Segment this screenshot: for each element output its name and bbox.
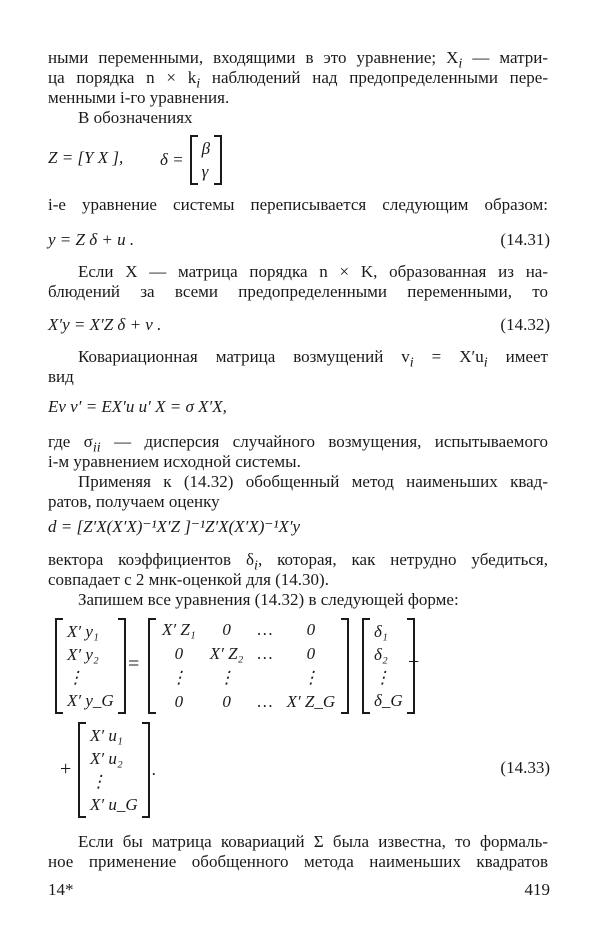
equation-covariance: Ev v′ = EX′u u′ X = σ X′X, (48, 397, 227, 416)
text-line-10: где $\sigma_{ii}$ — дисперсия случайного возмущения, испытываемого (48, 432, 548, 456)
text-line-17: Если бы матрица ковариаций Σ была известна, то формаль- (78, 832, 548, 851)
matrix-lhs (55, 618, 126, 714)
gamma-symbol: γ (201, 161, 209, 181)
matrix-u-cell: ⋮ (90, 771, 107, 791)
text-line-6: Если X — матрица порядка n × K, образованная из на- (78, 262, 548, 281)
equation-14-31: y = Z δ + u . (48, 230, 135, 249)
matrix-u-cell: X′ u₁ (90, 725, 123, 745)
matrix-block-cell: X′ Z_G (286, 692, 336, 711)
beta-symbol: β (201, 138, 211, 158)
equation-number-14-32: (14.32) (500, 315, 550, 334)
text-line-18: ное применение обобщенного метода наименьших квадратов (48, 852, 548, 871)
text-line-1: ными переменными, входящими в это уравнение; $X_i$ — матри- (48, 48, 548, 72)
plus-sign: + (408, 651, 420, 673)
matrix-block-cell: X′ Z₂ (209, 644, 244, 663)
text-line-5: i-е уравнение системы переписывается следующим образом: (48, 195, 548, 214)
matrix-block-cell: 0 (174, 644, 184, 663)
matrix-lhs-cell: X′ y_G (67, 690, 114, 710)
text-line-13: ратов, получаем оценку (48, 492, 220, 511)
equation-number-14-33: (14.33) (500, 758, 550, 777)
text-line-2: ца порядка $n \times k_i$ наблюдений над предопределенными пере- (48, 68, 548, 92)
matrix-delta-cell: δ_G (374, 690, 403, 710)
text-line-7: блюдений за всеми предопределенными переменными, то (48, 282, 548, 301)
matrix-block-cell: ⋮ (302, 668, 320, 687)
matrix-block-cell: 0 (174, 692, 184, 711)
equation-number-14-31: (14.31) (500, 230, 550, 249)
matrix-block-cell: 0 (222, 620, 231, 639)
matrix-block (148, 618, 349, 714)
matrix-block-cell: … (257, 644, 273, 663)
matrix-delta (362, 618, 415, 714)
matrix-block-cell: ⋮ (218, 668, 236, 687)
footer-signature: 14* (48, 880, 74, 899)
matrix-u: X′ u₁ X′ u₂ ⋮ X′ u_G . (78, 722, 156, 818)
equation-delta-def (160, 135, 222, 185)
matrix-lhs-cell: X′ y₂ (67, 644, 99, 664)
text-line-14: вектора коэффициентов $\delta_i$, которая, как нетрудно убедиться, (48, 550, 548, 574)
text-line-16: Запишем все уравнения (14.32) в следующей форме: (78, 590, 459, 609)
equation-14-32: X′y = X′Z δ + v . (48, 315, 162, 334)
text-line-12: Применяя к (14.32) обобщенный метод наименьших квад- (78, 472, 548, 491)
equation-gls-estimate: d = [Z′X(X′X)⁻¹X′Z ]⁻¹Z′X(X′X)⁻¹X′y (48, 517, 301, 536)
matrix-block-cell: X′ Z₁ (162, 620, 196, 639)
matrix-delta-cell: δ₂ (374, 644, 388, 664)
matrix-block-cell: 0 (306, 644, 316, 663)
matrix-u-cell: X′ u_G (90, 794, 138, 814)
matrix-block-cell: 0 (222, 692, 231, 711)
matrix-block-cell: 0 (306, 620, 316, 639)
page-number: 419 (524, 880, 550, 899)
matrix-u-cell: X′ u₂ (90, 748, 123, 768)
plus-sign: + (60, 758, 72, 780)
matrix-block-cell: … (257, 692, 273, 711)
delta-label: δ = (160, 150, 184, 169)
text-line-3: менными i-го уравнения. (48, 88, 230, 107)
matrix-delta-cell: δ₁ (374, 621, 388, 641)
matrix-lhs-cell: X′ y₁ (67, 621, 99, 641)
text-line-4: В обозначениях (78, 108, 193, 127)
equation-z-def: Z = [Y X ], (48, 148, 124, 167)
matrix-block-cell: ⋮ (170, 668, 188, 687)
matrix-lhs-cell: ⋮ (67, 667, 84, 687)
matrix-block-cell (257, 668, 272, 688)
text-line-11: i-м уравнением исходной системы. (48, 452, 301, 471)
text-line-9: вид (48, 367, 74, 386)
text-line-15: совпадает с 2 мнк-оценкой для (14.30). (48, 570, 329, 589)
text-line-8: Ковариационная матрица возмущений $v_i = X'u_i$ имеет (78, 347, 548, 371)
matrix-delta-cell: ⋮ (374, 667, 391, 687)
equals-sign: = (128, 653, 140, 675)
matrix-block-cell: … (257, 620, 273, 639)
